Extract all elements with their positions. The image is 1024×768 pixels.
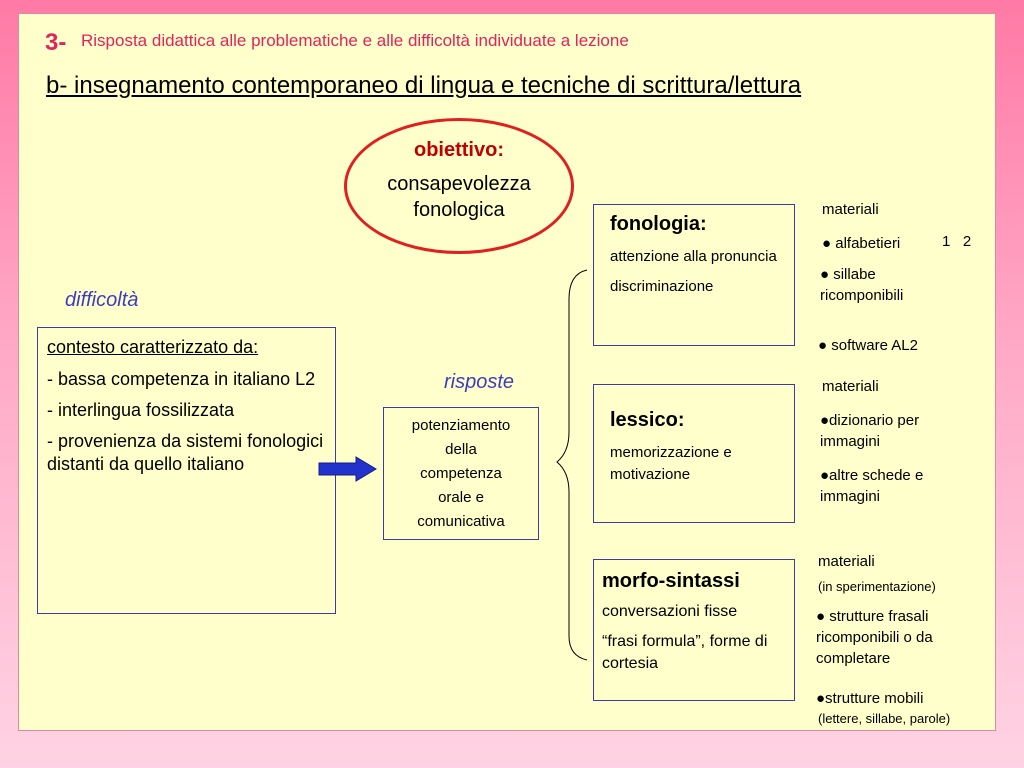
- potenziamento-line-2: della: [445, 441, 477, 458]
- fonologia-line-1: attenzione alla pronuncia: [610, 248, 777, 265]
- potenziamento-line-4: orale e: [438, 489, 484, 506]
- materials-1-item-1: ● alfabetieri: [822, 235, 901, 252]
- materials-3-title: materiali: [818, 553, 875, 570]
- curly-brace-icon: [557, 270, 587, 660]
- materials-1-title: materiali: [822, 201, 879, 218]
- section-number: 3-: [45, 29, 67, 56]
- lessico-title: lessico:: [610, 409, 685, 431]
- materials-2-title: materiali: [822, 378, 879, 395]
- materials-2-item-1: ●dizionario per immagini: [820, 412, 920, 450]
- slide-title: b- insegnamento contemporaneo di lingua e tecniche di scrittura/lettura: [46, 72, 802, 99]
- materials-2-item-2: ●altre schede e immagini: [820, 467, 924, 505]
- materials-3-note: (in sperimentazione): [818, 579, 936, 594]
- difficolta-label: difficoltà: [65, 289, 139, 311]
- context-item-2: - interlingua fossilizzata: [47, 400, 235, 420]
- potenziamento-line-1: potenziamento: [411, 417, 511, 434]
- objective-title: obiettivo:: [414, 139, 504, 161]
- context-title: contesto caratterizzato da:: [47, 337, 259, 357]
- materials-1-item-2: ● sillabe ricomponibili: [820, 266, 904, 304]
- lessico-line-1: memorizzazione e motivazione: [610, 444, 732, 483]
- right-arrow-icon: [319, 457, 376, 481]
- fonologia-line-2: discriminazione: [610, 278, 714, 295]
- materials-1-numbers: 1 2: [942, 233, 972, 250]
- objective-line-2: fonologica: [413, 199, 505, 221]
- objective-line-1: consapevolezza: [387, 173, 531, 195]
- slide: [18, 13, 996, 731]
- context-item-3: - provenienza da sistemi fonologici distanti da quello italiano: [47, 431, 324, 474]
- connectors: [19, 14, 997, 732]
- fonologia-title: fonologia:: [610, 213, 707, 235]
- risposte-label: risposte: [444, 371, 515, 393]
- potenziamento-line-5: comunicativa: [417, 513, 505, 530]
- potenziamento-line-3: competenza: [420, 465, 502, 482]
- morfo-line-2: “frasi formula”, forme di cortesia: [602, 633, 768, 672]
- context-item-1: - bassa competenza in italiano L2: [47, 369, 316, 389]
- morfo-title: morfo-sintassi: [602, 570, 740, 592]
- materials-1-item-3: ● software AL2: [818, 337, 918, 354]
- morfo-line-1: conversazioni fisse: [602, 603, 738, 620]
- materials-3-item-2: ●strutture mobili: [816, 690, 924, 707]
- materials-3-item-2-note: (lettere, sillabe, parole): [818, 711, 951, 726]
- section-subtitle: Risposta didattica alle problematiche e alle difficoltà individuate a lezione: [81, 31, 629, 50]
- materials-3-item-1: ● strutture frasali ricomponibili o da completare: [816, 608, 933, 667]
